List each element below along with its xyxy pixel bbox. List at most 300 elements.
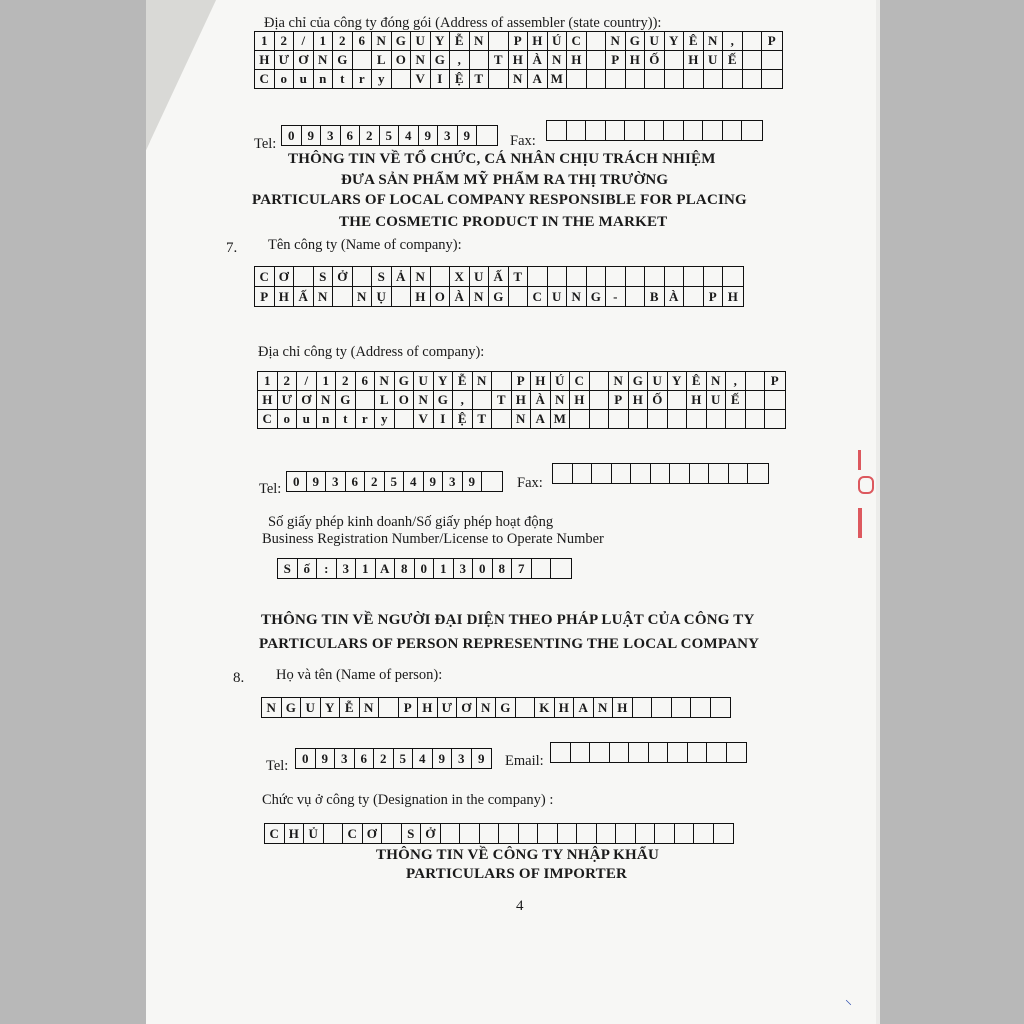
heading-importer-en: PARTICULARS OF IMPORTER (406, 866, 628, 882)
heading-representative-vi: THÔNG TIN VỀ NGƯỜI ĐẠI DIỆN THEO PHÁP LUẬT CỦA CÔNG TY (261, 612, 755, 628)
char-box (353, 51, 373, 69)
char-box: r (353, 70, 373, 88)
char-box (590, 372, 610, 390)
char-box (567, 267, 587, 286)
char-box: 6 (341, 126, 361, 145)
char-box: Ố (648, 391, 668, 409)
char-box (684, 287, 704, 306)
char-box (558, 824, 578, 843)
char-box (379, 698, 399, 717)
char-box: y (375, 410, 395, 428)
char-box: N (509, 70, 529, 88)
char-box (727, 743, 747, 762)
char-box: L (372, 51, 392, 69)
char-box: G (434, 391, 454, 409)
char-box: / (297, 372, 317, 390)
char-box (489, 70, 509, 88)
char-box (567, 121, 587, 140)
char-box: Ư (275, 51, 295, 69)
char-box (765, 391, 785, 409)
char-box: O (395, 391, 415, 409)
char-box (392, 70, 412, 88)
company-tel-grid (286, 471, 503, 492)
char-box: Ụ (372, 287, 392, 306)
char-box (668, 743, 688, 762)
char-box: C (255, 267, 275, 286)
char-box: H (626, 51, 646, 69)
char-box: A (531, 410, 551, 428)
char-box: G (395, 372, 415, 390)
char-box: N (606, 32, 626, 50)
item-7-number: 7. (226, 240, 238, 256)
char-box: C (528, 287, 548, 306)
char-box: 0 (415, 559, 435, 578)
char-box: N (567, 287, 587, 306)
char-box: n (314, 70, 334, 88)
company-tel-label: Tel: (259, 481, 282, 497)
char-box: U (411, 32, 431, 50)
char-box (480, 824, 500, 843)
char-box (684, 121, 704, 140)
char-box: 9 (424, 472, 444, 491)
char-box: 0 (473, 559, 493, 578)
grid-row (255, 267, 743, 286)
char-box: K (535, 698, 555, 717)
char-box: U (470, 267, 490, 286)
grid-row (258, 372, 785, 390)
char-box: H (570, 391, 590, 409)
char-box: Ả (392, 267, 412, 286)
char-box (668, 410, 688, 428)
char-box (743, 32, 763, 50)
char-box: N (411, 51, 431, 69)
char-box (516, 698, 536, 717)
char-box: G (336, 391, 356, 409)
char-box: N (372, 32, 392, 50)
char-box: 5 (380, 126, 400, 145)
char-box (553, 464, 573, 483)
char-box (743, 70, 763, 88)
char-box: y (372, 70, 392, 88)
grid-row (553, 464, 768, 483)
char-box: À (450, 287, 470, 306)
person-tel-label: Tel: (266, 758, 289, 774)
char-box: G (626, 32, 646, 50)
heading-local-company-vi-2: ĐƯA SẢN PHẨM MỸ PHẨM RA THỊ TRƯỜNG (341, 172, 669, 188)
char-box: Y (431, 32, 451, 50)
assembler-tel-label: Tel: (254, 136, 277, 152)
char-box: Y (321, 698, 341, 717)
char-box: t (333, 70, 353, 88)
char-box: N (609, 372, 629, 390)
person-email-grid (550, 742, 747, 763)
char-box (547, 121, 567, 140)
char-box (470, 51, 490, 69)
char-box (694, 824, 714, 843)
char-box: S (278, 559, 298, 578)
char-box (726, 410, 746, 428)
char-box: S (402, 824, 422, 843)
char-box: N (360, 698, 380, 717)
char-box (711, 698, 731, 717)
char-box: P (770, 373, 779, 388)
char-box (441, 824, 461, 843)
char-box: G (282, 698, 302, 717)
char-box: 9 (458, 126, 478, 145)
char-box: u (294, 70, 314, 88)
char-box: 3 (335, 749, 355, 768)
char-box (333, 287, 353, 306)
heading-local-company-en-2: THE COSMETIC PRODUCT IN THE MARKET (339, 214, 668, 230)
char-box: o (275, 70, 295, 88)
char-box: / (294, 32, 314, 50)
char-box (551, 743, 571, 762)
char-box: ố (298, 559, 318, 578)
char-box (606, 70, 626, 88)
heading-importer-vi: THÔNG TIN VỀ CÔNG TY NHẬP KHẨU (376, 847, 659, 863)
char-box: U (301, 698, 321, 717)
grid-row (551, 743, 746, 762)
char-box: Ơ (297, 391, 317, 409)
char-box: U (704, 51, 724, 69)
char-box: 2 (360, 126, 380, 145)
char-box: : (317, 559, 337, 578)
char-box: 1 (434, 559, 454, 578)
char-box: G (431, 51, 451, 69)
char-box: N (707, 372, 727, 390)
grid-row (255, 32, 782, 50)
char-box: 8 (493, 559, 513, 578)
char-box (509, 287, 529, 306)
char-box: Ế (723, 51, 743, 69)
char-box: N (470, 32, 490, 50)
char-box (709, 464, 729, 483)
char-box: B (645, 287, 665, 306)
char-box: N (411, 267, 431, 286)
char-box: H (555, 698, 575, 717)
char-box: P (509, 32, 529, 50)
char-box: t (336, 410, 356, 428)
char-box: U (648, 372, 668, 390)
char-box: V (411, 70, 431, 88)
char-box (528, 267, 548, 286)
char-box: N (353, 287, 373, 306)
char-box: G (489, 287, 509, 306)
char-box: 3 (321, 126, 341, 145)
char-box: Ấ (294, 287, 314, 306)
char-box (714, 824, 734, 843)
char-box: 4 (413, 749, 433, 768)
char-box: G (496, 698, 516, 717)
char-box: 3 (454, 559, 474, 578)
char-box: N (704, 32, 724, 50)
char-box (606, 267, 626, 286)
char-box (353, 267, 373, 286)
char-box: S (372, 267, 392, 286)
char-box (665, 51, 685, 69)
char-box: u (297, 410, 317, 428)
char-box (573, 464, 593, 483)
char-box: A (574, 698, 594, 717)
char-box: Ố (645, 51, 665, 69)
char-box (688, 743, 708, 762)
char-box: 1 (314, 32, 334, 50)
grid-row (287, 472, 502, 491)
char-box: H (727, 288, 738, 304)
char-box (586, 121, 606, 140)
char-box: 6 (353, 32, 373, 50)
assembler-fax-label: Fax: (510, 133, 536, 149)
char-box (645, 267, 665, 286)
char-box: G (333, 51, 353, 69)
item-8-number: 8. (233, 670, 245, 686)
heading-local-company-en-1: PARTICULARS OF LOCAL COMPANY RESPONSIBLE FOR PLACING (252, 192, 747, 208)
char-box (707, 743, 727, 762)
designation-label: Chức vụ ở công ty (Designation in the company) : (262, 792, 554, 808)
person-name-grid (261, 697, 731, 718)
char-box: 1 (317, 372, 337, 390)
char-box: N (594, 698, 614, 717)
char-box: C (258, 410, 278, 428)
char-box (477, 126, 497, 145)
char-box: I (431, 70, 451, 88)
char-box (655, 824, 675, 843)
char-box: 3 (337, 559, 357, 578)
char-box: 9 (433, 749, 453, 768)
char-box (473, 391, 493, 409)
char-box (729, 464, 749, 483)
char-box: 2 (336, 372, 356, 390)
char-box (489, 32, 509, 50)
char-box: À (531, 391, 551, 409)
grid-row (258, 390, 785, 409)
char-box: H (275, 287, 295, 306)
company-address-label: Địa chỉ công ty (Address of company): (258, 344, 485, 360)
char-box: 5 (394, 749, 414, 768)
char-box: Ế (726, 391, 746, 409)
char-box: 6 (346, 472, 366, 491)
char-box: Ơ (363, 824, 383, 843)
char-box: I (434, 410, 454, 428)
char-box (684, 267, 704, 286)
char-box: O (392, 51, 412, 69)
heading-representative-en: PARTICULARS OF PERSON REPRESENTING THE LOCAL COMPANY (259, 636, 760, 652)
char-box: H (255, 51, 275, 69)
char-box: 2 (333, 32, 353, 50)
char-box (499, 824, 519, 843)
char-box (590, 743, 610, 762)
char-box: U (645, 32, 665, 50)
char-box: Ở (421, 824, 441, 843)
char-box: 6 (356, 372, 376, 390)
grid-row (255, 50, 782, 69)
char-box: Ơ (294, 51, 314, 69)
char-box (519, 824, 539, 843)
grid-row (258, 409, 785, 428)
char-box: N (473, 372, 493, 390)
char-box: 4 (404, 472, 424, 491)
char-box: 6 (355, 749, 375, 768)
char-box: A (376, 559, 396, 578)
char-box (633, 698, 653, 717)
char-box (324, 824, 344, 843)
char-box: 9 (463, 472, 483, 491)
char-box: N (477, 698, 497, 717)
char-box (665, 70, 685, 88)
char-box: T (509, 267, 529, 286)
char-box: 2 (365, 472, 385, 491)
char-box: 1 (356, 559, 376, 578)
char-box (625, 121, 645, 140)
company-address-grid (257, 371, 786, 429)
char-box: C (265, 824, 285, 843)
char-box: Ủ (304, 824, 324, 843)
char-box: 3 (452, 749, 472, 768)
person-email-label: Email: (505, 753, 544, 769)
char-box (482, 472, 502, 491)
company-name-label: Tên công ty (Name of company): (268, 237, 462, 253)
char-box: P (609, 391, 629, 409)
char-box (762, 51, 782, 69)
char-box (626, 70, 646, 88)
char-box: N (414, 391, 434, 409)
char-box: Ễ (453, 372, 473, 390)
char-box (765, 410, 785, 428)
grid-row (296, 749, 491, 768)
char-box: n (317, 410, 337, 428)
char-box: o (278, 410, 298, 428)
char-box: Ơ (275, 267, 295, 286)
char-box (684, 70, 704, 88)
char-box (648, 410, 668, 428)
company-fax-grid (552, 463, 769, 484)
char-box: Ê (684, 32, 704, 50)
char-box: H (512, 391, 532, 409)
char-box (636, 824, 656, 843)
assembler-address-label: Địa chỉ của công ty đóng gói (Address of assembler (state country)): (264, 15, 662, 31)
char-box (690, 464, 710, 483)
grid-row (255, 69, 782, 88)
char-box: H (411, 287, 431, 306)
char-box (746, 410, 766, 428)
folded-corner (146, 0, 216, 150)
char-box: Ệ (450, 70, 470, 88)
char-box: N (470, 287, 490, 306)
char-box: H (285, 824, 305, 843)
char-box: 5 (385, 472, 405, 491)
char-box: À (528, 51, 548, 69)
char-box: Ú (548, 32, 568, 50)
char-box: P (512, 372, 532, 390)
char-box (577, 824, 597, 843)
char-box (704, 70, 724, 88)
char-box (743, 51, 763, 69)
char-box: L (375, 391, 395, 409)
char-box: Ễ (450, 32, 470, 50)
char-box (703, 121, 723, 140)
char-box: G (392, 32, 412, 50)
char-box (606, 121, 626, 140)
char-box: Ệ (453, 410, 473, 428)
char-box: 4 (399, 126, 419, 145)
char-box (762, 70, 782, 88)
char-box: 9 (307, 472, 327, 491)
char-box: C (570, 372, 590, 390)
char-box: N (375, 372, 395, 390)
char-box: X (450, 267, 470, 286)
char-box: C (255, 70, 275, 88)
grid-row (265, 824, 733, 843)
char-box: Ú (551, 372, 571, 390)
char-box (610, 743, 630, 762)
char-box: A (528, 70, 548, 88)
grid-row (262, 698, 730, 717)
license-number-grid (277, 558, 572, 579)
char-box (597, 824, 617, 843)
char-box: - (606, 287, 626, 306)
char-box: À (665, 287, 685, 306)
char-box (551, 559, 571, 578)
char-box: C (343, 824, 363, 843)
char-box: N (548, 51, 568, 69)
char-box: G (629, 372, 649, 390)
char-box: T (492, 391, 512, 409)
char-box: V (414, 410, 434, 428)
char-box: N (551, 391, 571, 409)
char-box (567, 70, 587, 88)
char-box: S (314, 267, 334, 286)
grid-row (282, 126, 497, 145)
char-box: , (453, 391, 473, 409)
char-box (492, 372, 512, 390)
char-box: Ư (278, 391, 298, 409)
char-box (626, 267, 646, 286)
char-box: N (262, 698, 282, 717)
char-box: M (548, 70, 568, 88)
company-name-grid (254, 266, 744, 307)
designation-grid (264, 823, 734, 844)
heading-local-company-vi-1: THÔNG TIN VỀ TỔ CHỨC, CÁ NHÂN CHỊU TRÁCH NHIỆM (288, 151, 716, 167)
char-box: Y (665, 32, 685, 50)
char-box (590, 391, 610, 409)
char-box: G (587, 287, 607, 306)
char-box (626, 287, 646, 306)
char-box (609, 410, 629, 428)
char-box: M (551, 410, 571, 428)
char-box: 9 (478, 750, 485, 766)
char-box: H (528, 32, 548, 50)
license-label-vi: Số giấy phép kinh doanh/Số giấy phép hoạt động (268, 514, 554, 530)
char-box (748, 464, 768, 483)
char-box (651, 464, 671, 483)
char-box (675, 824, 695, 843)
char-box: H (509, 51, 529, 69)
assembler-fax-grid (546, 120, 763, 141)
char-box (492, 410, 512, 428)
char-box: 7 (512, 559, 532, 578)
char-box: P (704, 287, 724, 306)
person-name-label: Họ và tên (Name of person): (276, 667, 443, 683)
person-tel-grid (295, 748, 492, 769)
char-box (691, 698, 711, 717)
char-box: 2 (278, 372, 298, 390)
char-box (742, 121, 762, 140)
char-box: Ơ (457, 698, 477, 717)
char-box: 3 (326, 472, 346, 491)
stamp-mark (858, 450, 874, 538)
char-box: 1 (258, 372, 278, 390)
char-box (382, 824, 402, 843)
